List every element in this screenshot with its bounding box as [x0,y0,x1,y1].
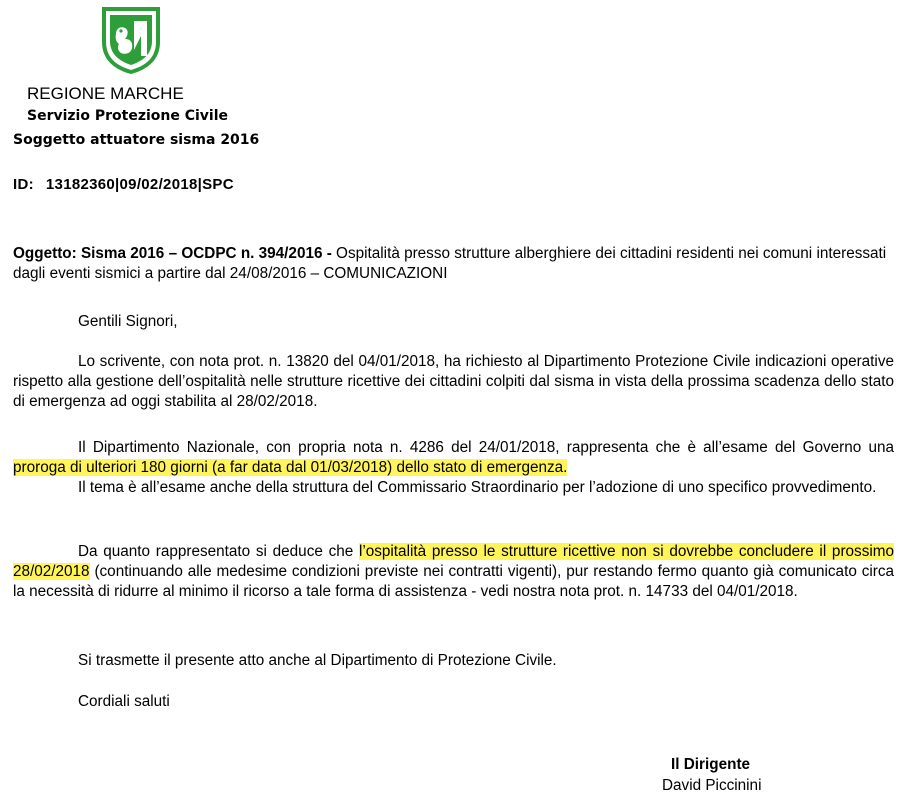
paragraph-1: Lo scrivente, con nota prot. n. 13820 del 04/01/2018, ha richiesto al Dipartimento Protezione Civile indicazioni operative rispetto alla gestione dell’ospitalità nelle strutture ricettive dei cittadini colpiti dal sisma in vista della prossima scadenza dello stato di emergenza ad oggi stabilita al 28/02/2018. [13,353,894,410]
document-id-label: ID: [13,176,34,193]
paragraph-3-text: Da quanto rappresentato si deduce che [78,543,359,560]
highlighted-extension: proroga di ulteriori 180 giorni (a far data dal 01/03/2018) dello stato di emergenza. [13,459,568,476]
regione-marche-logo [101,6,161,74]
subject-actor: Soggetto attuatore sisma 2016 [13,132,260,148]
paragraph-2-line-2: Il tema è all’esame anche della struttura del Commissario Straordinario per l’adozione di uno specifico provvedimento. [78,479,877,496]
service-name: Servizio Protezione Civile [27,108,229,124]
paragraph-3 [13,542,894,602]
paragraph-4: Si trasmette il presente atto anche al Dipartimento di Protezione Civile. [78,652,557,669]
paragraph-2 [13,438,894,498]
signature-name: David Piccinini [662,777,762,794]
document-id [13,176,234,193]
subject-line [13,244,894,284]
subject-label: Oggetto: Sisma 2016 – OCDPC n. 394/2016 - [13,245,332,262]
paragraph-2-line-1 [13,438,894,478]
region-name: REGIONE MARCHE [27,84,184,103]
subject-text: Ospitalità presso strutture alberghiere dei cittadini residenti nei comuni interessati dagli eventi sismici a partire dal 24/08/2016 – COMUNICAZIONI [13,245,887,282]
paragraph-2-text: Il Dipartimento Nazionale, con propria nota n. 4286 del 24/01/2018, rappresenta che è all’esame del Governo una [78,439,894,456]
document-id-value: 13182360|09/02/2018|SPC [45,176,234,193]
greeting: Gentili Signori, [78,313,178,330]
signature-role: Il Dirigente [671,756,751,773]
highlighted-hospitality: l’ospitalità presso le strutture ricettive non si dovrebbe concludere il prossimo 28/02/2018 [13,543,894,580]
closing: Cordiali saluti [78,693,170,710]
paragraph-3-rest: (continuando alle medesime condizioni previste nei contratti vigenti), pur restando fermo quanto già comunicato circa la necessità di ridurre al minimo il ricorso a tale forma di assistenza - vedi nostra nota prot. n. 14733 del 04/01/2018. [13,563,894,600]
